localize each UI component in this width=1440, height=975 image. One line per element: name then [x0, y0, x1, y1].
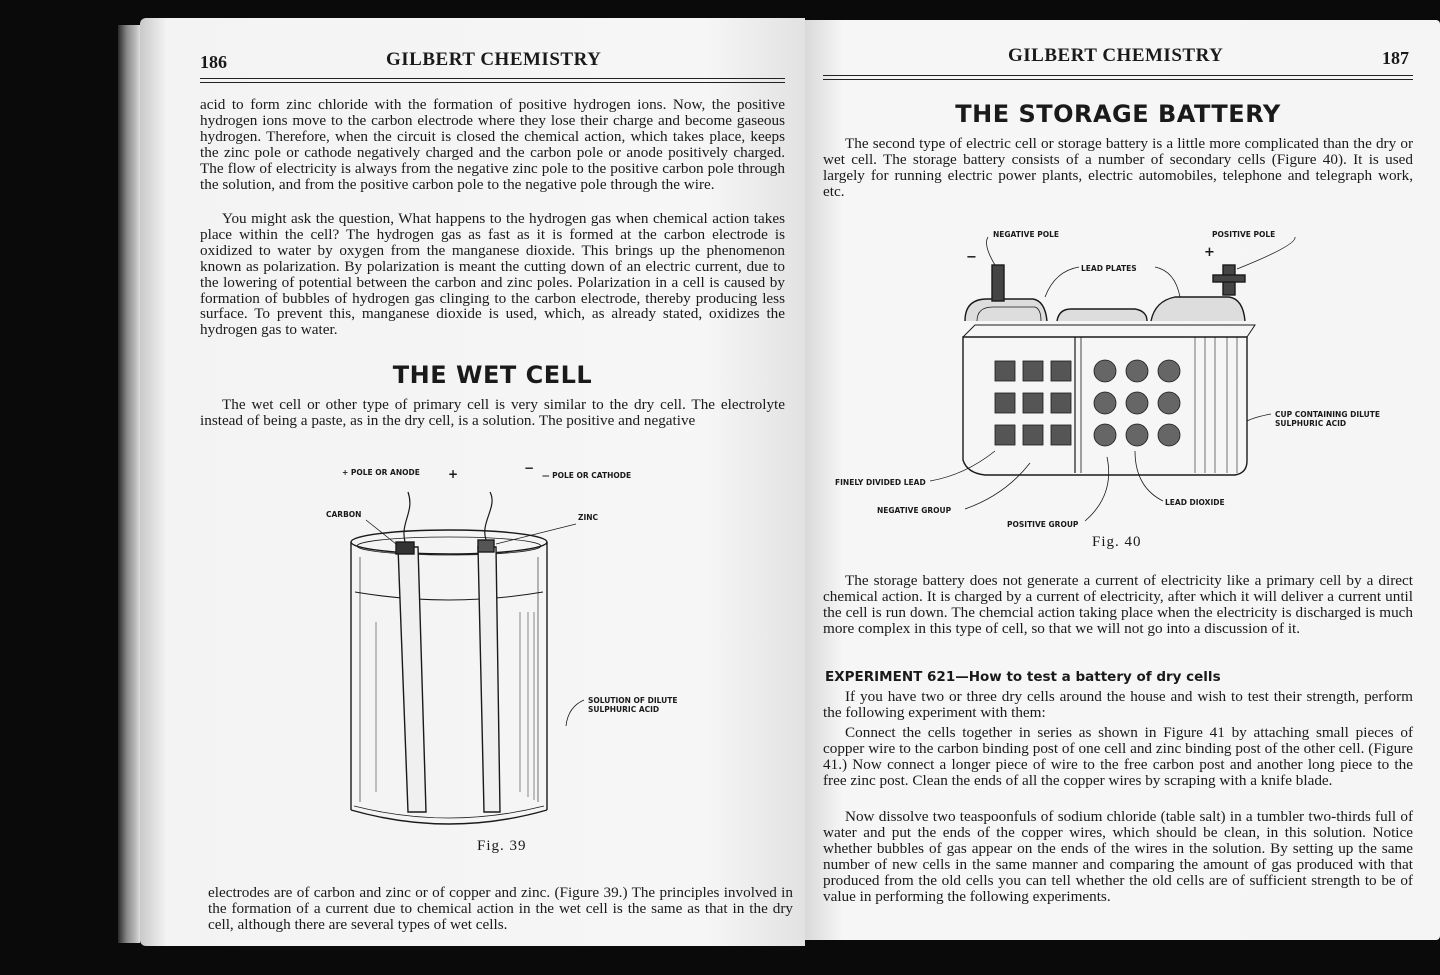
section-heading: THE STORAGE BATTERY [955, 100, 1281, 128]
storage-battery-figure [835, 225, 1415, 529]
experiment-heading: EXPERIMENT 621—How to test a battery of dry cells [825, 669, 1221, 685]
minus-sign: − [966, 250, 977, 265]
label-negative-pole: NEGATIVE POLE [993, 230, 1059, 239]
page-number: 187 [1382, 48, 1409, 68]
plus-sign: + [1204, 245, 1215, 260]
label-solution-2: SULPHURIC ACID [588, 705, 660, 714]
label-cup-2: SULPHURIC ACID [1275, 419, 1347, 428]
label-finely-divided-lead: FINELY DIVIDED LEAD [835, 478, 926, 487]
right-page [805, 20, 1440, 940]
label-positive-pole: POSITIVE POLE [1212, 230, 1276, 239]
paragraph: acid to form zinc chloride with the formation of positive hydrogen ions. Now, the positive hydrogen ions move to the carbon electrode where they lose their charge and become gaseous hydrogen. Therefore, when the circuit is closed the chemical action, which takes place, keeps the zinc pole or cathode negatively charged and the carbon pole or anode positively charged. The flow of electricity is always from the negative zinc pole to the positive carbon pole through the solution, and from the positive carbon pole to the negative pole through the wire. [200, 96, 785, 193]
paragraph: The wet cell or other type of primary cell is very similar to the dry cell. The electrolyte instead of being a paste, as in the dry cell, is a solution. The positive and negative [200, 396, 785, 429]
label-positive-group: POSITIVE GROUP [1007, 520, 1079, 529]
paragraph: If you have two or three dry cells around the house and wish to test their strength, perform the following experiment with them: [823, 688, 1413, 721]
label-pole-cathode: — POLE OR CATHODE [542, 471, 632, 480]
running-head: GILBERT CHEMISTRY [386, 49, 602, 70]
label-lead-plates: LEAD PLATES [1081, 264, 1137, 273]
plus-sign: + [448, 467, 459, 481]
figure-caption: Fig. 40 [1092, 534, 1142, 550]
wet-cell-figure [320, 462, 680, 832]
paragraph: Connect the cells together in series as shown in Figure 41 by attaching small pieces of copper wire to the carbon binding post of one cell and zinc binding post of the other cell. (Figure 41.) Now connect a longer piece of wire to the free carbon post and another long piece to the free zinc post. Clean the ends of all the copper wires by scraping with a knife blade. [823, 724, 1413, 789]
label-cup: CUP CONTAINING DILUTE [1275, 410, 1380, 419]
label-zinc: ZINC [578, 513, 599, 522]
label-pole-anode: + POLE OR ANODE [342, 468, 420, 477]
paragraph: The storage battery does not generate a current of electricity like a primary cell by a direct chemical action. It is charged by a current of electricity, after which it will deliver a current until the cell is run down. The chemcial action taking place when the electricity is discharged is much more complex in this type of cell, so that we will not go into a discussion of it. [823, 572, 1413, 637]
running-head: GILBERT CHEMISTRY [1008, 45, 1224, 66]
label-carbon: CARBON [326, 510, 362, 519]
minus-sign: − [524, 461, 535, 475]
paragraph: You might ask the question, What happens to the hydrogen gas when chemical action takes place within the cell? The hydrogen gas as fast as it is formed at the carbon electrode is oxidized to water by oxygen from the manganese dioxide. This brings up the phenomenon known as polarization. By polarization is meant the cutting down of an electric current, due to the lowering of potential between the carbon and zinc poles. Polarization in a cell is caused by formation of bubbles of hydrogen gas clinging to the carbon electrode, thereby producing less surface. To prevent this, manganese dioxide is used, which, as already stated, oxidizes the hydrogen gas to water. [200, 210, 785, 339]
label-negative-group: NEGATIVE GROUP [877, 506, 952, 515]
paragraph: The second type of electric cell or storage battery is a little more complicated than the dry or wet cell. The storage battery consists of a number of secondary cells (Figure 40). It is used largely for running electric power plants, electric automobiles, telephone and telegraph work, etc. [823, 135, 1413, 200]
left-page [140, 18, 805, 946]
header-rule-thin [200, 82, 785, 83]
paragraph: Now dissolve two teaspoonfuls of sodium chloride (table salt) in a tumbler two-thirds full of water and put the ends of the copper wires, which should be clean, in this solution. Notice whether bubbles of gas appear on the ends of the wires in the solution. By setting up the same number of new cells in the same manner and comparing the amount of gas produced with that produced from the old cells you can tell whether the old cells are of sufficient strength to be of value in performing the following experiments. [823, 808, 1413, 905]
label-solution: SOLUTION OF DILUTE [588, 696, 678, 705]
header-rule [823, 75, 1413, 76]
header-rule-thin [823, 79, 1413, 80]
paragraph: electrodes are of carbon and zinc or of copper and zinc. (Figure 39.) The principles involved in the formation of a current due to chemical action in the wet cell is the same as that in the dry cell, although there are several types of wet cells. [208, 884, 793, 933]
book-edge [118, 25, 140, 943]
header-rule [200, 78, 785, 79]
jar-drawing [351, 492, 584, 824]
battery-drawing [930, 237, 1295, 521]
label-lead-dioxide: LEAD DIOXIDE [1165, 498, 1225, 507]
figure-caption: Fig. 39 [477, 838, 527, 854]
section-heading: THE WET CELL [392, 361, 593, 389]
page-number: 186 [200, 52, 227, 72]
